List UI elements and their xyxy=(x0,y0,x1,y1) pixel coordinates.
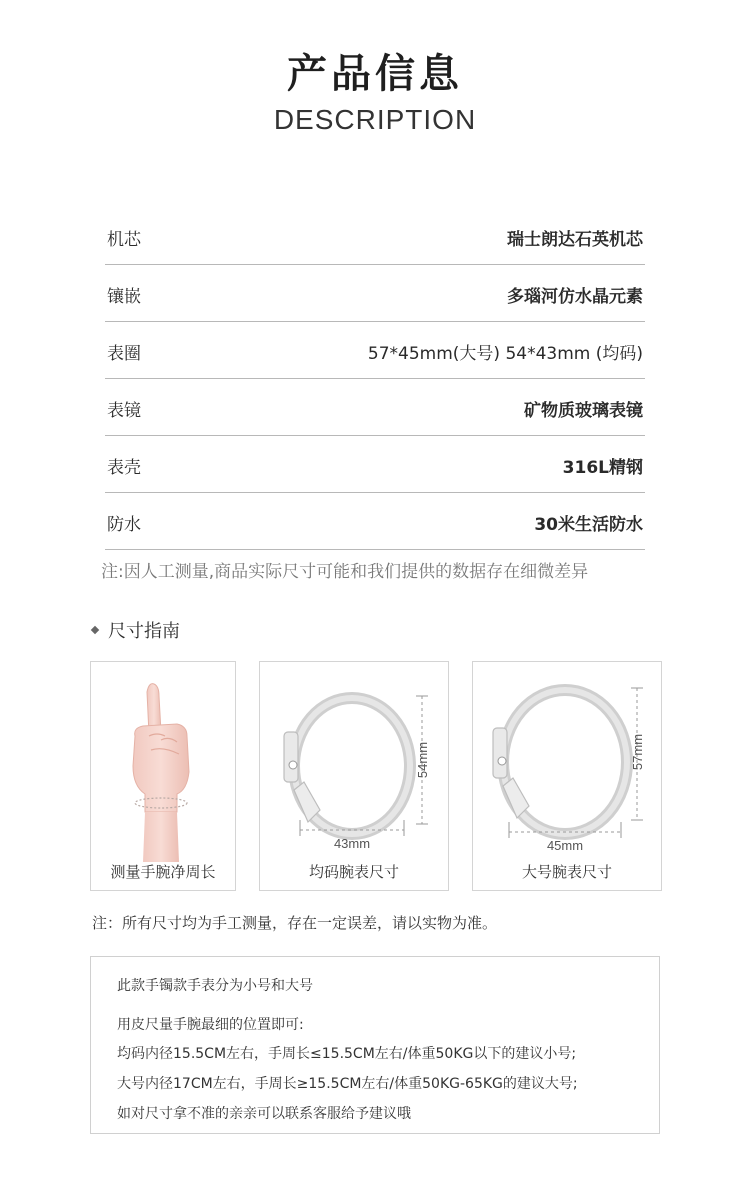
advice-line: 大号内径17CM左右，手周长≥15.5CM左右/体重50KG-65KG的建议大号; xyxy=(117,1076,578,1092)
advice-line: 用皮尺量手腕最细的位置即可: xyxy=(117,1017,304,1033)
spec-label: 镶嵌 xyxy=(107,287,141,307)
card-wrist-measure xyxy=(90,661,236,891)
spec-label: 表镜 xyxy=(107,401,141,421)
spec-row-inlay xyxy=(105,265,645,322)
size-advice-box xyxy=(90,956,660,1134)
spec-row-bezel xyxy=(105,322,645,379)
spec-value: 多瑙河仿水晶元素 xyxy=(507,287,643,307)
advice-line: 此款手镯款手表分为小号和大号 xyxy=(117,978,313,994)
card-label: 均码腕表尺寸 xyxy=(308,863,399,881)
card-label: 测量手腕净周长 xyxy=(110,863,216,881)
watch-width-label: 43mm xyxy=(333,836,371,851)
spec-value: 矿物质玻璃表镜 xyxy=(524,401,643,421)
size-guide-title: 尺寸指南 xyxy=(108,621,180,642)
spec-value: 30米生活防水 xyxy=(534,515,643,535)
spec-row-case xyxy=(105,436,645,493)
spec-label: 表圈 xyxy=(107,344,141,364)
hand-illustration xyxy=(91,662,235,862)
spec-note: 注:因人工测量,商品实际尺寸可能和我们提供的数据存在细微差异 xyxy=(101,562,589,582)
page-title: 产品信息 xyxy=(287,51,463,97)
watch-diagram-large xyxy=(473,662,661,862)
spec-row-movement xyxy=(105,208,645,265)
spec-label: 表壳 xyxy=(107,458,141,478)
spec-label: 防水 xyxy=(107,515,141,535)
advice-line: 均码内径15.5CM左右，手周长≤15.5CM左右/体重50KG以下的建议小号; xyxy=(117,1046,577,1062)
watch-height-label: 54mm xyxy=(415,741,430,779)
spec-value: 316L精钢 xyxy=(562,458,643,478)
page-subtitle: DESCRIPTION xyxy=(273,104,477,135)
card-label: 大号腕表尺寸 xyxy=(521,863,612,881)
size-note: 注：所有尺寸均为手工测量，存在一定误差，请以实物为准。 xyxy=(92,914,498,932)
watch-face-icon xyxy=(284,732,298,782)
spec-table xyxy=(105,208,645,550)
spec-value: 瑞士朗达石英机芯 xyxy=(507,230,643,250)
card-watch-large xyxy=(472,661,662,891)
card-watch-onesize xyxy=(259,661,449,891)
spec-value: 57*45mm(大号) 54*43mm (均码) xyxy=(367,344,643,364)
watch-diagram-onesize xyxy=(260,662,448,862)
size-guide-heading xyxy=(92,617,180,643)
spec-row-glass xyxy=(105,379,645,436)
advice-line: 如对尺寸拿不准的亲亲可以联系客服给予建议哦 xyxy=(117,1106,411,1122)
spec-row-waterproof xyxy=(105,493,645,550)
watch-height-label: 57mm xyxy=(630,733,645,771)
diamond-bullet-icon xyxy=(91,626,99,634)
watch-face-icon xyxy=(493,728,507,778)
watch-width-label: 45mm xyxy=(546,838,584,853)
spec-label: 机芯 xyxy=(107,230,141,250)
